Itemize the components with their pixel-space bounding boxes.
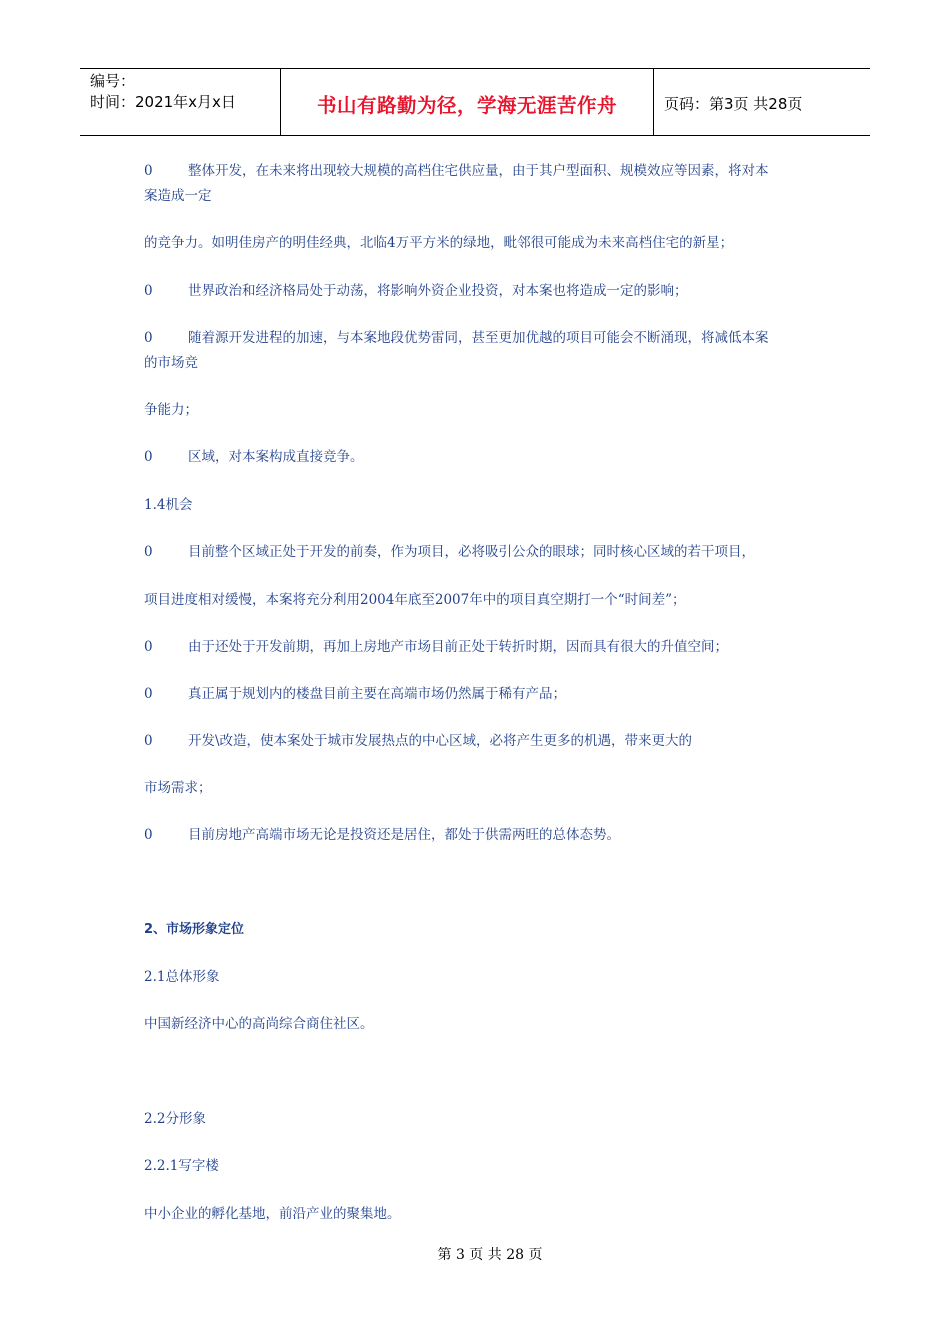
- paragraph-text: 案造成一定: [144, 188, 212, 204]
- paragraph: [144, 231, 814, 255]
- bullet-marker: 0: [144, 686, 153, 702]
- paragraph: [144, 588, 814, 612]
- paragraph-text: 1.4机会: [144, 497, 193, 513]
- section-heading: [144, 1107, 814, 1131]
- paragraph: [144, 682, 814, 706]
- section-heading: [144, 965, 814, 989]
- section-heading: [144, 493, 814, 517]
- page-footer: [0, 1244, 950, 1264]
- paragraph-text: 由于还处于开发前期，再加上房地产市场目前正处于转折时期，因而具有很大的升值空间；: [188, 639, 728, 655]
- page-code: 页码：第3页 共28页: [664, 94, 803, 113]
- bullet-marker: 0: [144, 283, 153, 299]
- section-heading: [144, 1154, 814, 1178]
- header-meta-cell: [80, 69, 281, 135]
- paragraph: [144, 1012, 814, 1036]
- paragraph-text: 的竞争力。如明佳房产的明佳经典，北临4万平方米的绿地，毗邻很可能成为未来高档住宅的新星；: [144, 235, 734, 251]
- paragraph-text: 真正属于规划内的楼盘目前主要在高端市场仍然属于稀有产品；: [188, 686, 566, 702]
- paragraph-text: 目前整个区域正处于开发的前奏，作为项目，必将吸引公众的眼球；同时核心区域的若干项目，: [188, 544, 755, 560]
- paragraph-text: 2.2.1写字楼: [144, 1158, 219, 1174]
- paragraph-text: 整体开发，在未来将出现较大规模的高档住宅供应量，由于其户型面积、规模效应等因素，将对本: [188, 163, 769, 179]
- paragraph-text: 开发\改造，使本案处于城市发展热点的中心区域，必将产生更多的机遇，带来更大的: [188, 733, 693, 749]
- paragraph-text: 中国新经济中心的高尚综合商住社区。: [144, 1016, 374, 1032]
- paragraph: [144, 776, 814, 800]
- paragraph: [144, 1202, 814, 1226]
- paragraph: [144, 729, 814, 753]
- time-label: 时间：2021年x月x日: [90, 93, 236, 111]
- footer-page-number: 第 3 页 共 28 页: [437, 1247, 543, 1263]
- paragraph-text: 争能力；: [144, 402, 198, 418]
- number-label: 编号：: [90, 72, 136, 90]
- paragraph-text: 中小企业的孵化基地，前沿产业的聚集地。: [144, 1206, 401, 1222]
- paragraph: [144, 279, 814, 303]
- paragraph: [144, 635, 814, 659]
- paragraph-text: 的市场竞: [144, 355, 198, 371]
- motto-text: 书山有路勤为径，学海无涯苦作舟: [316, 94, 617, 117]
- bullet-marker: 0: [144, 639, 153, 655]
- paragraph: [144, 184, 814, 208]
- header-page-code-cell: [654, 69, 870, 135]
- paragraph-text: 市场需求；: [144, 780, 212, 796]
- header-motto-cell: [281, 69, 654, 135]
- paragraph-text: 目前房地产高端市场无论是投资还是居住，都处于供需两旺的总体态势。: [188, 827, 620, 843]
- paragraph: [144, 445, 814, 469]
- bullet-marker: 0: [144, 330, 153, 346]
- bullet-marker: 0: [144, 544, 153, 560]
- section-heading: [144, 918, 814, 942]
- paragraph: [144, 540, 814, 564]
- paragraph: [144, 823, 814, 847]
- paragraph-text: 2、市场形象定位: [144, 922, 245, 937]
- bullet-marker: 0: [144, 163, 153, 179]
- paragraph: [144, 326, 814, 350]
- paragraph-text: 项目进度相对缓慢，本案将充分利用2004年底至2007年中的项目真空期打一个“时间差”；: [144, 592, 686, 608]
- paragraph-text: 区域，对本案构成直接竞争。: [188, 449, 364, 465]
- paragraph-text: 2.1总体形象: [144, 969, 220, 985]
- paragraph-text: 随着源开发进程的加速，与本案地段优势雷同，甚至更加优越的项目可能会不断涌现，将减低本案: [188, 330, 769, 346]
- page-header: [80, 68, 870, 136]
- paragraph: [144, 159, 814, 183]
- bullet-marker: 0: [144, 827, 153, 843]
- paragraph-text: 世界政治和经济格局处于动荡，将影响外资企业投资，对本案也将造成一定的影响；: [188, 283, 688, 299]
- bullet-marker: 0: [144, 449, 153, 465]
- paragraph: [144, 398, 814, 422]
- paragraph: [144, 351, 814, 375]
- bullet-marker: 0: [144, 733, 153, 749]
- paragraph-text: 2.2分形象: [144, 1111, 206, 1127]
